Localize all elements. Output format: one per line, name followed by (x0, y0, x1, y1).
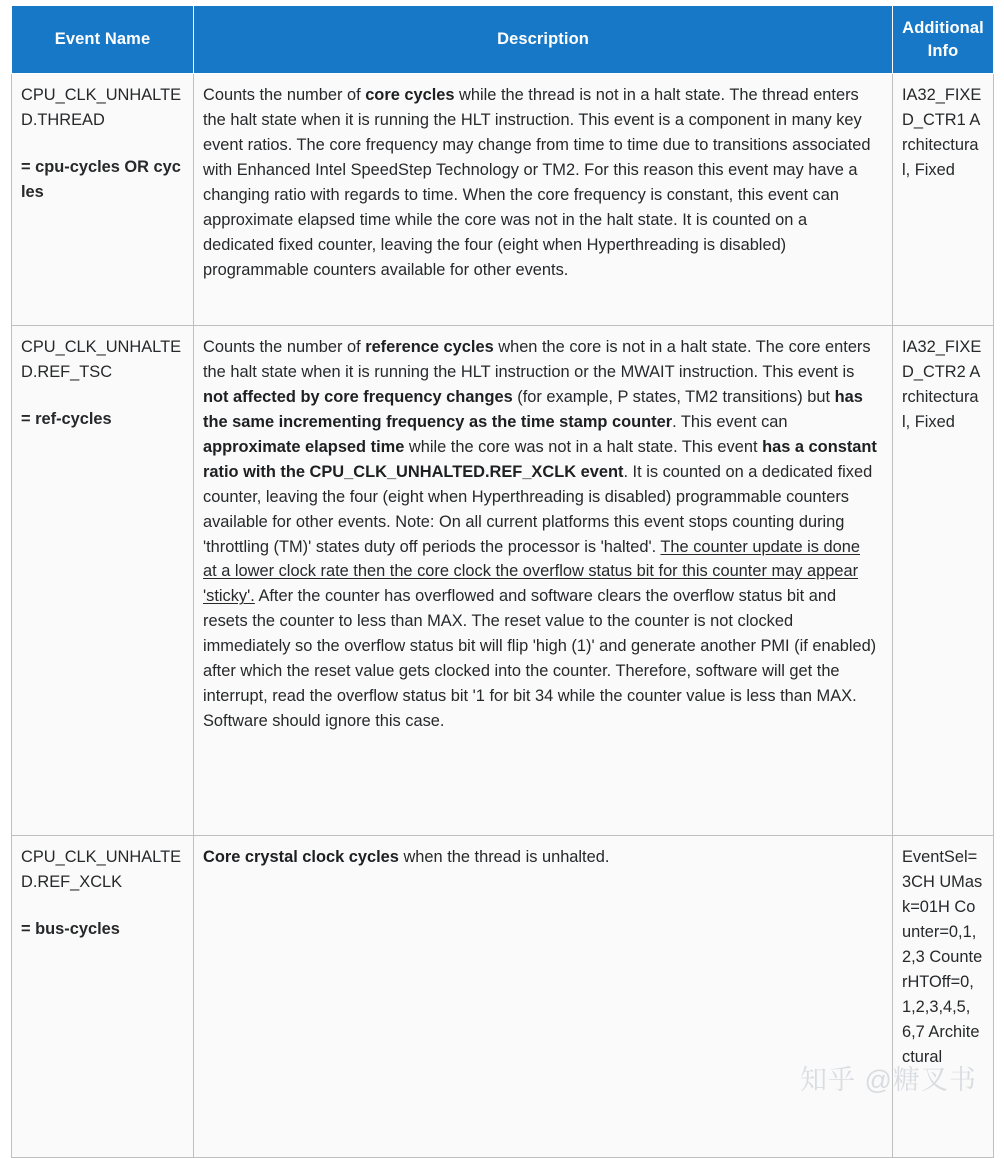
table-row (12, 74, 994, 326)
cell-description: Counts the number of reference cycles when the core is not in a halt state. The core enters the halt state when it is running the HLT instruction or the MWAIT instruction. This event is not affected by core frequency changes (for example, P states, TM2 transitions) but has the same incrementing frequency as the time stamp counter. This event can approximate elapsed time while the core was not in a halt state. This event has a constant ratio with the CPU_CLK_UNHALTED.REF_XCLK event. It is counted on a dedicated fixed counter, leaving the four (eight when Hyperthreading is disabled) programmable counters available for other events. Note: On all current platforms this event stops counting during 'throttling (TM)' states duty off periods the processor is 'halted'. The counter update is done at a lower clock rate then the core clock the overflow status bit for this counter may appear 'sticky'. After the counter has overflowed and software clears the overflow status bit and resets the counter to less than MAX. The reset value to the counter is not clocked immediately so the overflow status bit will flip 'high (1)' and generate another PMI (if enabled) after which the reset value gets clocked into the counter. Therefore, software will get the interrupt, read the overflow status bit '1 for bit 34 while the counter value is less than MAX. Software should ignore this case. (194, 326, 893, 836)
events-table (11, 5, 994, 1158)
cell-additional-info: EventSel=3CH UMask=01H Counter=0,1,2,3 CounterHTOff=0,1,2,3,4,5,6,7 Architectural (893, 836, 994, 1158)
events-table-container (11, 5, 993, 1158)
table-row (12, 836, 994, 1158)
zhihu-watermark: 知乎 @糖叉书 (800, 1065, 977, 1095)
table-header (12, 6, 994, 74)
cell-event-name (12, 836, 194, 1158)
cell-event-name (12, 326, 194, 836)
table-body (12, 74, 994, 1158)
event-alias-text: = cpu-cycles OR cycles (21, 157, 181, 201)
event-name-text: CPU_CLK_UNHALTED.REF_XCLK (21, 848, 182, 891)
header-row (12, 6, 994, 74)
cell-additional-info: IA32_FIXED_CTR1 Architectural, Fixed (893, 74, 994, 326)
cell-description: Core crystal clock cycles when the thread is unhalted. (194, 836, 893, 1158)
cell-additional-info: IA32_FIXED_CTR2 Architectural, Fixed (893, 326, 994, 836)
event-name-text: CPU_CLK_UNHALTED.THREAD (21, 86, 182, 129)
event-alias-text: = ref-cycles (21, 409, 112, 428)
cell-description: Counts the number of core cycles while the thread is not in a halt state. The thread enters the halt state when it is running the HLT instruction. This event is a component in many key event ratios. The core frequency may change from time to time due to transitions associated with Enhanced Intel SpeedStep Technology or TM2. For this reason this event may have a changing ratio with regards to time. When the core frequency is constant, this event can approximate elapsed time while the core was not in the halt state. It is counted on a dedicated fixed counter, leaving the four (eight when Hyperthreading is disabled) programmable counters available for other events. (194, 74, 893, 326)
column-header-additional-info: Additional Info (893, 6, 994, 74)
column-header-description: Description (194, 6, 893, 74)
event-alias-text: = bus-cycles (21, 919, 120, 938)
column-header-event-name: Event Name (12, 6, 194, 74)
event-name-text: CPU_CLK_UNHALTED.REF_TSC (21, 338, 182, 381)
cell-event-name (12, 74, 194, 326)
table-row (12, 326, 994, 836)
